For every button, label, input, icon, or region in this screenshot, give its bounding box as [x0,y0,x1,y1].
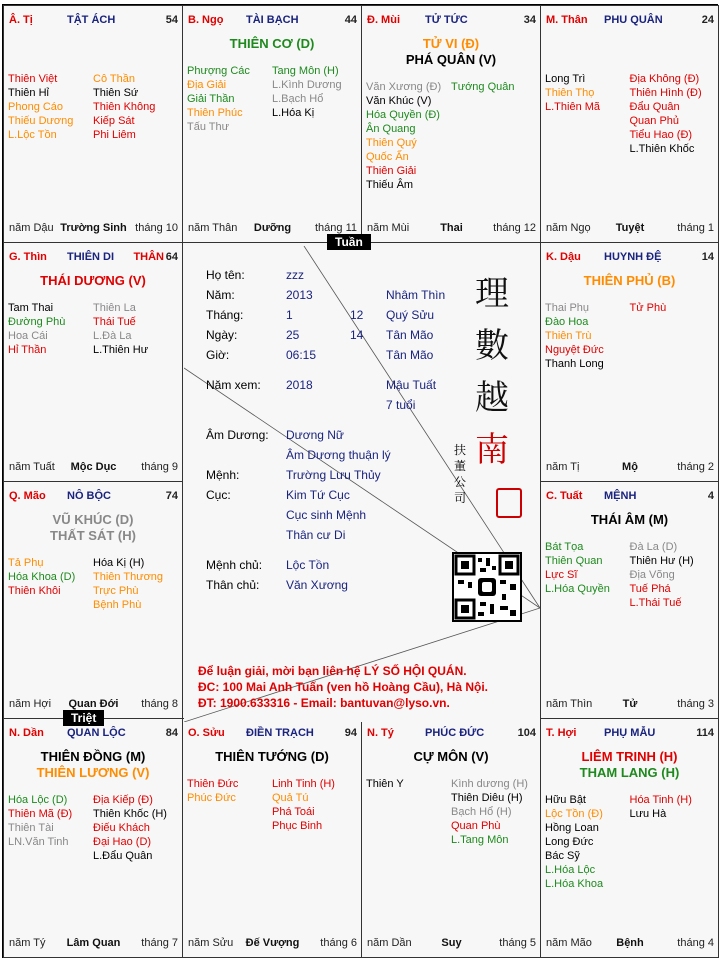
center-info-panel [184,246,540,722]
palace-name: QUAN LỘC [67,727,126,739]
palace-header [546,490,714,504]
minor-stars-right [93,301,178,357]
palace-than-marker: THÂN [133,251,164,263]
minor-star: Thiên Diêu (H) [451,792,523,804]
view-year-value: 2018 [286,378,313,392]
main-stars [366,749,536,765]
palace-year: năm Dần [367,937,412,949]
red-seal-icon [496,488,522,518]
year-can: Nhâm Thìn [386,288,446,302]
minor-star: L.Bạch Hổ [272,93,324,105]
palace-number: 94 [344,727,357,739]
minor-star: Thiên Y [366,778,404,790]
palace-header [9,251,178,265]
palace-year: năm Tị [546,461,580,473]
minor-star: Bát Tọa [545,541,584,553]
minor-stars-left [8,556,93,598]
palace-year: năm Tý [9,937,46,949]
palace-thin [3,242,183,482]
amduong-label: Âm Dương: [206,428,269,442]
minor-star: Lưu Hà [629,808,667,820]
palace-number: 34 [523,14,536,26]
minor-star: Lộc Tồn (Đ) [545,808,603,820]
minor-star: Phá Toái [272,806,315,818]
minor-star: Long Đức [545,836,594,848]
minor-star: Cô Thần [93,73,135,85]
palace-number: 14 [701,251,714,263]
minor-stars-right [272,777,357,833]
palace-month: tháng 8 [141,698,178,710]
palace-branch: N. Tý [367,727,394,739]
minor-stars-left [545,793,630,891]
palace-mao [3,481,183,719]
minor-star: Thiên Khốc (H) [93,808,167,820]
palace-header [546,251,714,265]
minor-star: Hoa Cái [8,330,48,342]
minor-star: Thiếu Âm [366,179,414,191]
minor-star: L.Hóa Lộc [545,864,596,876]
minor-star: L.Hóa Quyền [545,583,610,595]
name-label: Họ tên: [206,268,245,282]
minor-star: Thiên Hỉ [8,87,49,99]
main-stars [545,273,714,289]
palace-suu [182,718,362,958]
palace-branch: Đ. Mùi [367,14,400,26]
thanchu-label: Thân chủ: [206,578,260,592]
minor-star: Đà La (D) [629,541,678,553]
calligraphy-2: 數 [475,326,509,366]
palace-ty [361,718,541,958]
amduong-value2: Âm Dương thuận lý [286,448,391,462]
palace-month: tháng 10 [135,222,178,234]
minor-star: L.Thiên Mã [545,101,601,113]
palace-month: tháng 4 [677,937,714,949]
palace-header [9,14,178,28]
palace-name: TỬ TỨC [425,14,468,26]
palace-footer [546,937,714,951]
year-value: 2013 [286,288,313,302]
minor-star: L.Đẩu Quân [93,850,153,862]
main-star: THAM LANG (H) [579,765,680,780]
minor-star: Quốc Ấn [366,151,409,163]
palace-header [9,727,178,741]
main-star: THIÊN TƯỚNG (D) [215,749,329,764]
view-year-label: Năm xem: [206,378,261,392]
minor-star: Thiên La [93,302,136,314]
minor-stars-right [93,72,178,142]
minor-star: Thanh Long [545,358,604,370]
palace-branch: O. Sửu [188,727,225,739]
palace-header [9,490,178,504]
palace-ngo [182,5,362,243]
minor-star: Địa Võng [629,569,675,581]
contact-line-1: Để luận giải, mời bạn liên hệ LÝ SỐ HỘI QUÁN. [198,664,467,678]
cuc-label: Cục: [206,488,231,502]
palace-branch: C. Tuất [546,490,583,502]
palace-number: 104 [517,727,536,739]
palace-month: tháng 6 [320,937,357,949]
minor-star: Phong Cáo [8,101,64,113]
palace-footer [9,461,178,475]
calligraphy-4: 南 [475,430,509,470]
menhchu-label: Mệnh chủ: [206,558,263,572]
main-star: THIÊN CƠ (D) [229,36,315,51]
palace-month: tháng 9 [141,461,178,473]
main-star: THÁI DƯƠNG (V) [40,273,146,288]
minor-stars-right [272,64,357,120]
minor-star: Thiên Sứ [93,87,139,99]
minor-stars-right [630,793,715,821]
minor-stars-right [451,777,536,847]
minor-stars-left [8,793,93,849]
minor-stars-right [630,72,715,156]
palace-number: 74 [165,490,178,502]
palace-ti [3,5,183,243]
palace-header [188,14,357,28]
minor-stars-left [545,301,630,371]
minor-star: Thiên Khôi [8,585,61,597]
palace-branch: G. Thìn [9,251,47,263]
name-value: zzz [286,268,304,282]
palace-number: 54 [165,14,178,26]
palace-year: năm Dậu [9,222,54,234]
palace-year: năm Mão [546,937,592,949]
palace-number: 84 [165,727,178,739]
main-stars [545,512,714,528]
minor-star: LN.Văn Tinh [8,836,69,848]
minor-star: Hóa Tinh (H) [629,794,692,806]
palace-footer [367,937,536,951]
minor-stars-right [630,301,715,315]
palace-stage: Trường Sinh [60,222,127,234]
minor-star: Địa Kiếp (Đ) [93,794,153,806]
minor-star: Tấu Thư [187,121,230,133]
main-star: TỬ VI (Đ) [422,36,480,51]
day-can: Tân Mão [386,328,434,342]
minor-star: L.Kình Dương [272,79,342,91]
minor-star: Long Trì [545,73,586,85]
minor-star: Thiên Tài [8,822,54,834]
month-can: Quý Sửu [386,308,435,322]
palace-name: HUYNH ĐỆ [604,251,662,263]
contact-line-3: ĐT: 1900.633316 - Email: bantuvan@lyso.vn. [198,696,450,710]
palace-number: 44 [344,14,357,26]
minor-star: Đẩu Quân [629,101,680,113]
minor-star: Thiếu Dương [8,115,74,127]
tuan-tag: Tuần [327,234,371,250]
palace-footer [9,222,178,236]
minor-star: Thái Tuế [93,316,136,328]
calligraphy-1: 理 [475,274,509,314]
main-stars [8,273,178,289]
main-star: LIÊM TRINH (H) [581,749,678,764]
palace-month: tháng 11 [314,222,357,234]
minor-stars-right [630,540,715,610]
minor-star: Hóa Lộc (D) [8,794,68,806]
minor-star: Linh Tinh (H) [272,778,335,790]
palace-than [540,5,719,243]
minor-star: Ân Quang [366,123,416,135]
palace-header [367,14,536,28]
palace-header [367,727,536,741]
main-star: VŨ KHÚC (D) [52,512,134,527]
cuc-value2: Cục sinh Mệnh [286,508,367,522]
minor-star: Nguyệt Đức [545,344,604,356]
minor-star: Văn Xương (Đ) [366,81,442,93]
minor-star: L.Thiên Khốc [629,143,695,155]
palace-name: MỆNH [604,490,637,502]
palace-year: năm Thìn [546,698,593,710]
main-star: CỰ MÔN (V) [413,749,489,764]
palace-mui [361,5,541,243]
minor-star: Phi Liêm [93,129,136,141]
main-stars [187,749,357,765]
palace-footer [188,937,357,951]
minor-star: Điếu Khách [93,822,150,834]
palace-dau [540,242,719,482]
seal-small-text: 扶 董 公 司 [454,443,467,505]
palace-number: 114 [696,727,714,739]
qr-code-icon [452,552,522,622]
main-star: THIÊN LƯƠNG (V) [36,765,150,780]
minor-star: Thiên Phúc [187,107,243,119]
calligraphy-3: 越 [475,378,509,418]
age: 7 tuổi [386,398,416,412]
palace-month: tháng 7 [141,937,178,949]
main-star: THẤT SÁT (H) [50,528,136,543]
palace-tuat [540,481,719,719]
minor-star: Thiên Đức [187,778,239,790]
palace-month: tháng 2 [677,461,714,473]
main-stars [8,749,178,781]
day-lunar: 14 [350,328,364,342]
palace-branch: B. Ngọ [188,14,224,26]
palace-dan [3,718,183,958]
palace-month: tháng 3 [677,698,714,710]
minor-stars-right [93,556,178,612]
palace-number: 64 [165,251,178,263]
minor-star: Đại Hao (D) [93,836,152,848]
palace-stage: Dưỡng [253,222,292,234]
minor-star: Lực Sĩ [545,569,578,581]
minor-stars-right [451,80,536,94]
menh-value: Trường Lưu Thủy [286,468,381,482]
palace-stage: Tuyệt [615,222,645,234]
hour-can: Tân Mão [386,348,434,362]
palace-branch: N. Dần [9,727,44,739]
palace-stage: Thai [440,222,463,234]
minor-stars-right [93,793,178,863]
palace-year: năm Tuất [9,461,55,473]
palace-name: PHÚC ĐỨC [425,727,485,739]
month-lunar: 12 [350,308,364,322]
minor-star: Thiên Thọ [545,87,595,99]
main-stars [8,512,178,544]
palace-stage: Tử [622,698,638,710]
palace-stage: Bệnh [616,937,644,949]
palace-stage: Quan Đới [68,698,119,710]
palace-number: 4 [707,490,714,502]
day-label: Ngày: [206,328,238,342]
palace-hoi [540,718,719,958]
minor-stars-left [545,72,630,114]
minor-star: Thai Phụ [545,302,590,314]
main-stars [187,36,357,52]
palace-name: THIÊN DI [67,251,115,263]
minor-star: Đào Hoa [545,316,589,328]
minor-stars-left [545,540,630,596]
minor-star: L.Thái Tuế [629,597,682,609]
palace-name: NÔ BỘC [67,490,111,502]
minor-star: Tuế Phá [629,583,671,595]
minor-star: L.Hóa Khoa [545,878,604,890]
minor-star: Phượng Các [187,65,250,77]
minor-star: Giải Thần [187,93,235,105]
palace-year: năm Hợi [9,698,52,710]
palace-footer [9,937,178,951]
palace-stage: Lâm Quan [66,937,121,949]
palace-name: TẬT ÁCH [67,14,116,26]
palace-month: tháng 12 [493,222,536,234]
minor-star: Quan Phủ [629,115,680,127]
minor-star: Địa Không (Đ) [629,73,700,85]
minor-star: L.Đà La [93,330,132,342]
palace-stage: Mộ [622,461,638,473]
minor-stars-left [187,64,272,134]
minor-star: Phúc Đức [187,792,236,804]
minor-star: Bệnh Phù [93,599,142,611]
menh-label: Mệnh: [206,468,240,482]
cuc-value: Kim Tứ Cục [286,488,350,502]
minor-star: Hữu Bật [545,794,586,806]
minor-star: Thiên Giải [366,165,417,177]
minor-star: Thiên Quan [545,555,603,567]
month-label: Tháng: [206,308,244,322]
palace-year: năm Thân [188,222,238,234]
minor-star: Thiên Hư (H) [629,555,694,567]
palace-branch: Â. Tị [9,14,33,26]
minor-star: L.Thiên Hư [93,344,149,356]
minor-star: Tử Phù [629,302,667,314]
amduong-value: Dương Nữ [286,428,344,442]
main-star: THIÊN PHỦ (B) [583,273,676,288]
hour-label: Giờ: [206,348,230,362]
day-value: 25 [286,328,300,342]
minor-star: Hỉ Thần [8,344,47,356]
palace-month: tháng 1 [677,222,714,234]
minor-star: Thiên Không [93,101,156,113]
palace-stage: Mộc Dục [70,461,117,473]
minor-star: Kiếp Sát [93,115,135,127]
minor-star: Thiên Thương [93,571,164,583]
palace-header [188,727,357,741]
palace-name: PHỤ MẪU [604,727,656,739]
palace-number: 24 [701,14,714,26]
contact-line-2: ĐC: 100 Mai Anh Tuấn (ven hồ Hoàng Cầu), Hà Nội. [198,680,489,694]
minor-star: Quan Phù [451,820,501,832]
minor-star: Bác Sỹ [545,850,580,862]
thanchu-value: Văn Xương [286,578,348,592]
minor-star: Trực Phù [93,585,139,597]
palace-year: năm Sửu [188,937,234,949]
palace-branch: K. Dậu [546,251,581,263]
palace-footer [546,222,714,236]
menhchu-value: Lộc Tồn [286,558,330,572]
minor-star: Quả Tú [272,792,309,804]
horoscope-chart [2,4,718,958]
minor-star: Tiểu Hao (Đ) [629,129,693,141]
palace-name: ĐIỀN TRẠCH [246,727,314,739]
minor-star: L.Tang Môn [451,834,509,846]
minor-star: L.Hóa Kị [272,107,315,119]
palace-year: năm Mùi [367,222,410,234]
minor-star: Thiên Hình (Đ) [629,87,702,99]
minor-star: Văn Khúc (V) [366,95,432,107]
minor-star: Hóa Quyền (Đ) [366,109,440,121]
palace-name: TÀI BẠCH [246,14,299,26]
minor-star: Đường Phù [8,316,66,328]
minor-star: Hóa Khoa (D) [8,571,76,583]
palace-stage: Đế Vượng [245,937,300,949]
minor-star: L.Lộc Tồn [8,129,57,141]
palace-footer [546,698,714,712]
minor-star: Địa Giải [187,79,227,91]
main-star: THÁI ÂM (M) [590,512,669,527]
minor-stars-left [187,777,272,805]
minor-stars-left [366,777,451,791]
year-label: Năm: [206,288,235,302]
cuc-value3: Thân cư Di [286,528,346,542]
minor-star: Phục Binh [272,820,323,832]
palace-stage: Suy [441,937,462,949]
minor-star: Thiên Mã (Đ) [8,808,73,820]
triet-tag: Triệt [63,710,104,726]
minor-star: Hóa Kị (H) [93,557,145,569]
minor-star: Kình dương (H) [451,778,528,790]
palace-month: tháng 5 [499,937,536,949]
palace-header [546,14,714,28]
palace-branch: Q. Mão [9,490,46,502]
minor-star: Tả Phụ [8,557,44,569]
palace-footer [367,222,536,236]
minor-star: Bạch Hổ (H) [451,806,512,818]
palace-footer [546,461,714,475]
minor-stars-left [8,301,93,357]
palace-name: PHU QUÂN [604,14,663,26]
view-year-can: Mậu Tuất [386,378,437,392]
palace-header [546,727,714,741]
palace-year: năm Ngọ [546,222,591,234]
month-value: 1 [286,308,293,322]
minor-star: Thiên Việt [8,73,58,85]
minor-stars-left [8,72,93,142]
minor-star: Tướng Quân [451,81,515,93]
main-star: PHÁ QUÂN (V) [405,52,497,67]
hour-value: 06:15 [286,348,317,362]
minor-star: Thiên Trù [545,330,592,342]
minor-star: Thiên Quý [366,137,417,149]
main-stars [366,36,536,68]
palace-branch: T. Hợi [546,727,577,739]
minor-star: Tam Thai [8,302,54,314]
minor-star: Tang Môn (H) [272,65,339,77]
palace-branch: M. Thân [546,14,588,26]
main-star: THIÊN ĐỒNG (M) [40,749,146,764]
minor-star: Hồng Loan [545,822,599,834]
main-stars [545,749,714,781]
minor-stars-left [366,80,451,192]
